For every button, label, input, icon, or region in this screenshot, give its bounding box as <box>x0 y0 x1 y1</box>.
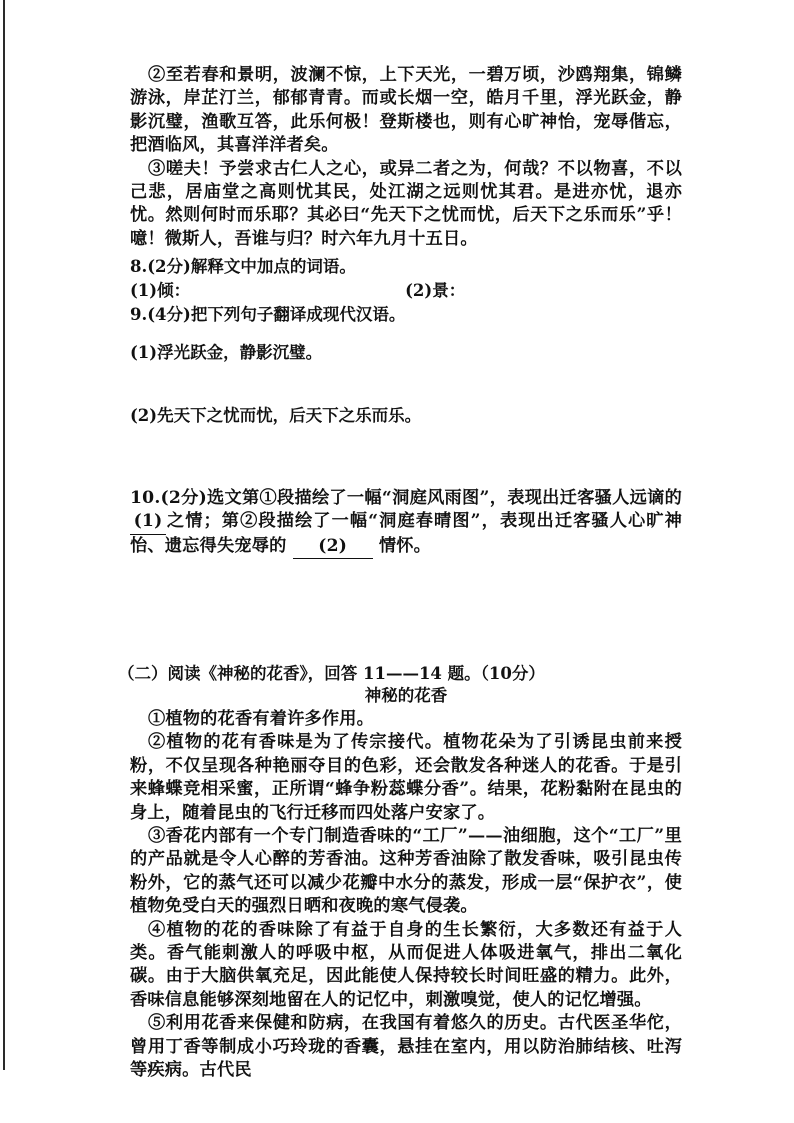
reading-para-1: ①植物的花香有着许多作用。 <box>148 709 375 729</box>
reading-para-4: ④植物的花的香味除了有益于自身的生长繁衍，大多数还有益于人类。香气能刺激人的呼吸中枢，从而促进人体吸进氧气，排出二氧化碳。由于大脑供氧充足，因此能使人保持较长时间旺盛的精力。此外，香味信息能够深刻地留在人的记忆中，刺激嗅觉，使人的记忆增强。 <box>130 919 682 1010</box>
question-10 <box>130 487 682 559</box>
classical-text <box>130 64 682 251</box>
question-8-item-1: (1)倾： <box>130 281 191 300</box>
question-10-text <box>130 487 682 559</box>
reading-para-3: ③香花内部有一个专门制造香味的“工厂”——油细胞，这个“工厂”里的产品就是令人心醉的芳香油。这种芳香油除了散发香味，吸引昆虫传粉外，它的蒸气还可以减少花瓣中水分的蒸发，形成一层“保护衣”，使植物免受白天的强烈日晒和夜晚的寒气侵袭。 <box>130 826 682 917</box>
question-9 <box>130 303 682 327</box>
question-9-item-2-wrap <box>130 404 682 428</box>
reading-title: 神秘的花香 <box>364 686 448 705</box>
reading-title-wrap <box>130 684 682 708</box>
question-10-part-2: 之情；第②段描绘了一幅“洞庭春晴图”，表现出迁客骚人心旷神怡、遗忘得失宠辱的 <box>130 511 682 556</box>
question-8-prompt: 8.(2分)解释文中加点的词语。 <box>130 257 356 276</box>
classical-para-2: ②至若春和景明，波澜不惊，上下天光，一碧万顷，沙鸥翔集，锦鳞游泳，岸芷汀兰，郁郁青青。而或长烟一空，皓月千里，浮光跃金，静影沉璧，渔歌互答，此乐何极！登斯楼也，则有心旷神怡，宠辱偕忘，把酒临风，其喜洋洋者矣。 <box>130 65 682 156</box>
reading-body <box>130 708 682 1083</box>
answer-blank-2[interactable]: (2) <box>293 535 373 559</box>
left-margin-rule <box>3 0 5 1070</box>
answer-blank-1[interactable]: (1) <box>130 510 166 534</box>
question-8 <box>130 255 682 303</box>
reading-para-5: ⑤利用花香来保健和防病，在我国有着悠久的历史。古代医圣华佗，曾用丁香等制成小巧玲珑的香囊，悬挂在室内，用以防治肺结核、吐泻等疾病。古代民 <box>130 1013 682 1081</box>
reading-heading: （二）阅读《神秘的花香》，回答 11——14 题。（10分） <box>118 664 545 683</box>
reading-heading-wrap <box>118 662 682 686</box>
question-10-part-3: 情怀。 <box>378 535 432 556</box>
question-9-prompt: 9.(4分)把下列句子翻译成现代汉语。 <box>130 305 406 324</box>
reading-para-2: ②植物的花有香味是为了传宗接代。植物花朵为了引诱昆虫前来授粉，不仅呈现各种艳丽夺目的色彩，还会散发各种迷人的花香。于是引来蜂蝶竞相采蜜，正所谓“蜂争粉蕊蝶分香”。结果，花粉黏附在昆虫的身上，随着昆虫的飞行迁移而四处落户安家了。 <box>130 732 682 823</box>
question-9-item-1: (1)浮光跃金，静影沉璧。 <box>130 343 323 362</box>
question-9-item-2: (2)先天下之忧而忧，后天下之乐而乐。 <box>130 406 422 425</box>
question-8-items <box>130 279 682 303</box>
question-10-part-1: 10.(2分)选文第①段描绘了一幅“洞庭风雨图”，表现出迁客骚人远谪的 <box>130 488 682 508</box>
question-8-item-2: (2)景： <box>405 281 466 300</box>
question-9-item-1-wrap <box>130 341 682 365</box>
classical-para-3: ③嗟夫！予尝求古仁人之心，或异二者之为，何哉？不以物喜，不以己悲，居庙堂之高则忧其民，处江湖之远则忧其君。是进亦忧，退亦忧。然则何时而乐耶？其必曰“先天下之忧而忧，后天下之乐而乐”乎！噫！微斯人，吾谁与归？时六年九月十五日。 <box>130 158 682 249</box>
